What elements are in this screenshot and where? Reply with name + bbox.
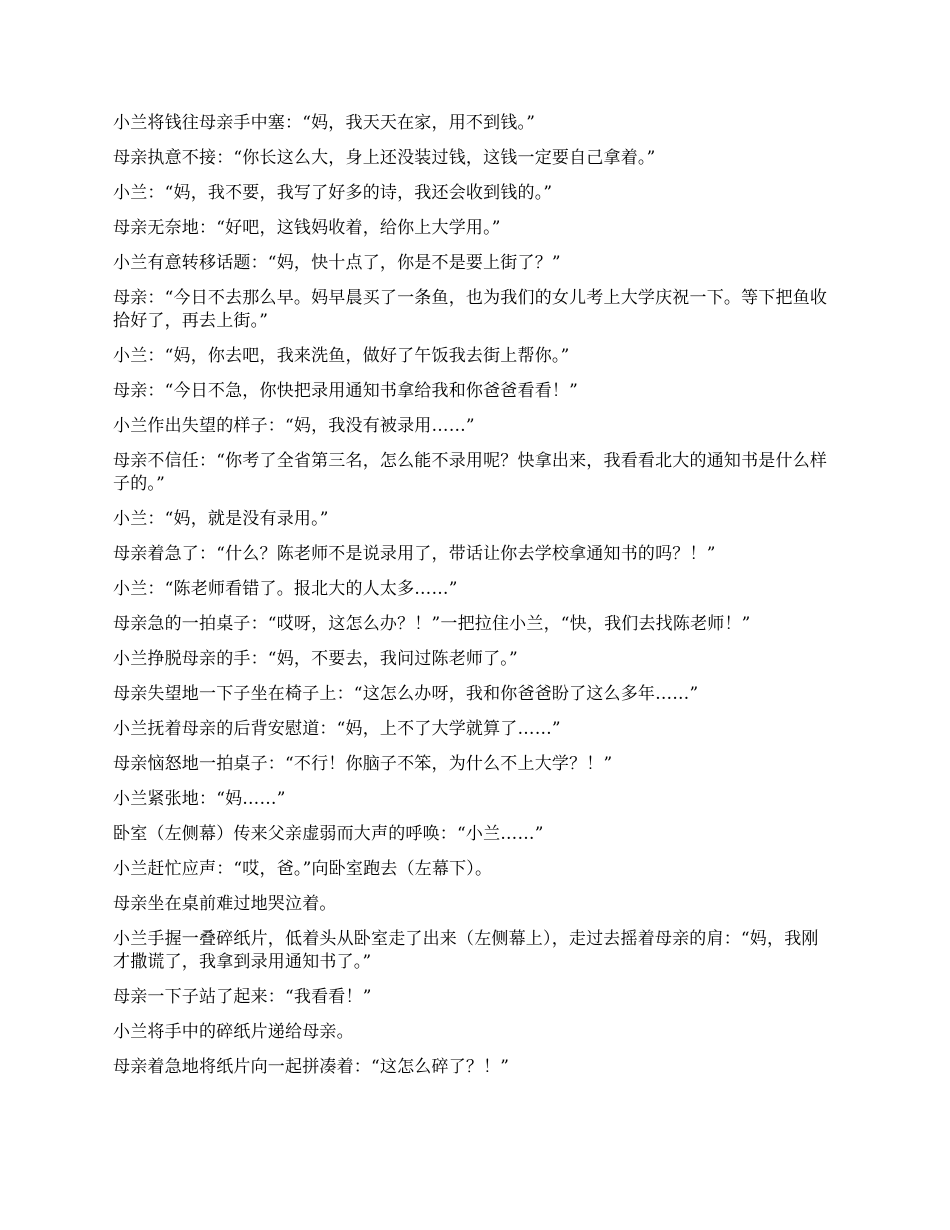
paragraph: 小兰：“妈，就是没有录用。” xyxy=(113,509,329,529)
paragraph: 母亲不信任：“你考了全省第三名，怎么能不录用呢？快拿出来，我看看北大的通知书是什么样子的。” xyxy=(113,451,828,494)
paragraph: 小兰手握一叠碎纸片，低着头从卧室走了出来（左侧幕上），走过去摇着母亲的肩：“妈，我刚才撒谎了，我拿到录用通知书了。” xyxy=(113,929,819,972)
paragraph: 母亲：“今日不去那么早。妈早晨买了一条鱼，也为我们的女儿考上大学庆祝一下。等下把鱼收拾好了，再去上街。” xyxy=(113,288,828,331)
paragraph: 小兰紧张地：“妈……” xyxy=(113,789,286,809)
paragraph: 母亲恼怒地一拍桌子：“不行！你脑子不笨，为什么不上大学？！” xyxy=(113,754,613,774)
paragraph: 母亲着急了：“什么？陈老师不是说录用了，带话让你去学校拿通知书的吗？！” xyxy=(113,544,716,564)
paragraph: 小兰：“陈老师看错了。报北大的人太多……” xyxy=(113,579,458,599)
paragraph: 小兰有意转移话题：“妈，快十点了，你是不是要上街了？” xyxy=(113,253,561,273)
paragraph: 卧室（左侧幕）传来父亲虚弱而大声的呼唤：“小兰……” xyxy=(113,824,544,844)
paragraph: 母亲急的一拍桌子：“哎呀，这怎么办？！”一把拉住小兰，“快，我们去找陈老师！” xyxy=(113,614,751,634)
paragraph: 母亲无奈地：“好吧，这钱妈收着，给你上大学用。” xyxy=(113,218,501,238)
paragraph: 小兰赶忙应声：“哎，爸。”向卧室跑去（左幕下）。 xyxy=(113,859,493,879)
paragraph: 小兰挣脱母亲的手：“妈，不要去，我问过陈老师了。” xyxy=(113,649,518,669)
paragraph: 小兰：“妈，你去吧，我来洗鱼，做好了午饭我去街上帮你。” xyxy=(113,346,570,366)
paragraph: 母亲：“今日不急，你快把录用通知书拿给我和你爸爸看看！” xyxy=(113,381,578,401)
paragraph: 小兰抚着母亲的后背安慰道：“妈，上不了大学就算了……” xyxy=(113,719,561,739)
document-body xyxy=(113,112,835,1091)
paragraph: 母亲着急地将纸片向一起拼凑着：“这怎么碎了？！” xyxy=(113,1057,510,1077)
paragraph: 小兰将钱往母亲手中塞：“妈，我天天在家，用不到钱。” xyxy=(113,113,536,133)
paragraph: 母亲一下子站了起来：“我看看！” xyxy=(113,987,372,1007)
paragraph: 小兰将手中的碎纸片递给母亲。 xyxy=(113,1022,354,1042)
paragraph: 母亲执意不接：“你长这么大，身上还没装过钱，这钱一定要自己拿着。” xyxy=(113,148,656,168)
paragraph: 小兰：“妈，我不要，我写了好多的诗，我还会收到钱的。” xyxy=(113,183,553,203)
paragraph: 小兰作出失望的样子：“妈，我没有被录用……” xyxy=(113,416,475,436)
paragraph: 母亲失望地一下子坐在椅子上：“这怎么办呀，我和你爸爸盼了这么多年……” xyxy=(113,684,699,704)
paragraph: 母亲坐在桌前难过地哭泣着。 xyxy=(113,894,337,914)
